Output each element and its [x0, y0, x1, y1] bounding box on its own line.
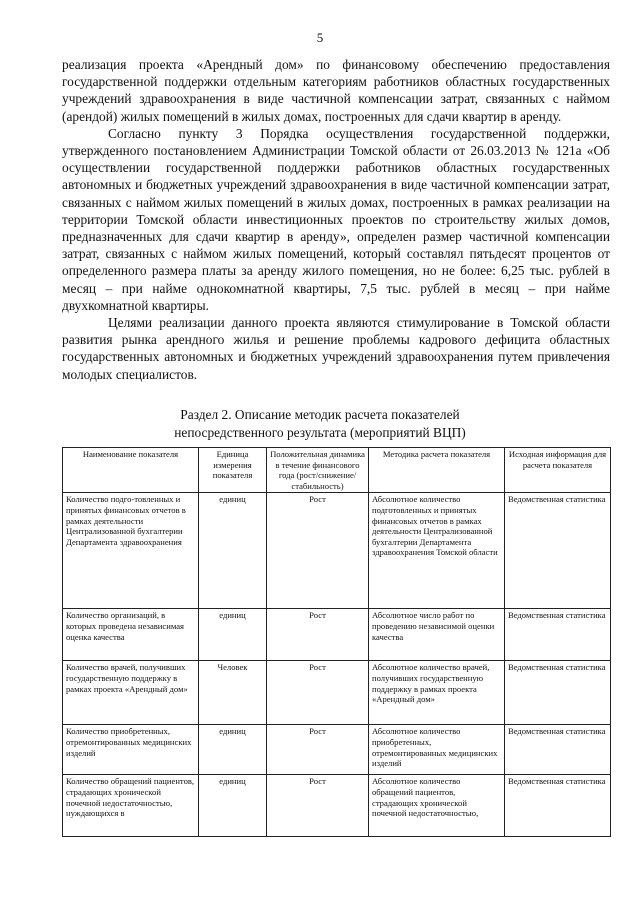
section-heading-line-2: непосредственного результата (мероприятий ВЦП)	[174, 424, 466, 440]
cell-unit: единиц	[199, 725, 267, 775]
cell-source: Ведомственная статистика	[505, 609, 611, 661]
cell-dynamics: Рост	[267, 725, 369, 775]
cell-dynamics: Рост	[267, 661, 369, 725]
cell-methodology: Абсолютное количество приобретенных, отремонтированных медицинских изделий	[369, 725, 505, 775]
table-row	[63, 661, 611, 725]
cell-dynamics: Рост	[267, 493, 369, 609]
paragraph-procedure: Согласно пункту 3 Порядка осуществления государственной поддержки, утвержденного постановлением Администрации Томской области от 26.03.2013 № 121а «Об осуществлении государственной поддержки работников областных государственных автономных и бюджетных учреждений здравоохранения в виде частичной компенсации затрат, связанных с наймом жилых помещений в жилых домах, построенных в рамках реализации на территории Томской области инвестиционных проектов по строительству жилых домов, предназначенных для сдачи квартир в аренду», определен размер частичной компенсации затрат, связанных с наймом жилых помещений, который составлял пятьдесят процентов от определенного размера платы за аренду жилого помещения, но не более: 6,25 тыс. рублей в месяц – при найме однокомнатной квартиры, 7,5 тыс. рублей в месяц – при найме двухкомнатной квартиры.	[62, 125, 610, 313]
methodology-table	[62, 447, 611, 837]
cell-indicator-name: Количество приобретенных, отремонтированных медицинских изделий	[63, 725, 199, 775]
cell-methodology: Абсолютное количество обращений пациентов, страдающих хронической почечной недостаточностью,	[369, 775, 505, 837]
body-text	[62, 56, 610, 383]
cell-dynamics: Рост	[267, 609, 369, 661]
header-source: Исходная информация для расчета показателя	[505, 448, 611, 493]
cell-unit: Человек	[199, 661, 267, 725]
cell-methodology: Абсолютное количество врачей, получивших государственную поддержку в рамках проекта «Арендный дом»	[369, 661, 505, 725]
cell-indicator-name: Количество врачей, получивших государственную поддержку в рамках проекта «Арендный дом»	[63, 661, 199, 725]
paragraph-goals: Целями реализации данного проекта являются стимулирование в Томской области развития рынка арендного жилья и решение проблемы кадрового дефицита областных государственных автономных и бюджетных учреждений здравоохранения путем привлечения молодых специалистов.	[62, 315, 610, 382]
cell-dynamics: Рост	[267, 775, 369, 837]
section-heading-line-1: Раздел 2. Описание методик расчета показателей	[180, 407, 460, 422]
cell-unit: единиц	[199, 609, 267, 661]
cell-source: Ведомственная статистика	[505, 725, 611, 775]
cell-indicator-name: Количество подго-товленных и принятых финансовых отчетов в рамках деятельности Централизованной бухгалтерии Департамента здравоохранения	[63, 493, 199, 609]
cell-indicator-name: Количество обращений пациентов, страдающих хронической почечной недостаточностью, нуждающихся в	[63, 775, 199, 837]
paragraph-continuation: реализация проекта «Арендный дом» по финансовому обеспечению предоставления государственной поддержки отдельным категориям работников областных государственных учреждений здравоохранения в виде частичной компенсации затрат, связанных с наймом (арендой) жилых помещений в жилых домах, построенных для сдачи квартир в аренду.	[62, 57, 610, 124]
cell-methodology: Абсолютное число работ по проведению независимой оценки качества	[369, 609, 505, 661]
section-heading	[0, 406, 640, 441]
cell-source: Ведомственная статистика	[505, 493, 611, 609]
cell-methodology: Абсолютное количество подготовленных и принятых финансовых отчетов в рамках деятельности Централизованной бухгалтерии Департамента здравоохранения Томской области	[369, 493, 505, 609]
table-row	[63, 493, 611, 609]
table-header-row	[63, 448, 611, 493]
cell-source: Ведомственная статистика	[505, 775, 611, 837]
header-methodology: Методика расчета показателя	[369, 448, 505, 493]
cell-source: Ведомственная статистика	[505, 661, 611, 725]
table-row	[63, 775, 611, 837]
header-dynamics: Положительная динамика в течение финансового года (рост/снижение/стабильность)	[267, 448, 369, 493]
table-row	[63, 609, 611, 661]
cell-unit: единиц	[199, 493, 267, 609]
table-row	[63, 725, 611, 775]
header-unit: Единица измерения показателя	[199, 448, 267, 493]
page-number: 5	[316, 30, 324, 45]
cell-unit: единиц	[199, 775, 267, 837]
header-indicator-name: Наименование показателя	[63, 448, 199, 493]
cell-indicator-name: Количество организаций, в которых проведена независимая оценка качества	[63, 609, 199, 661]
